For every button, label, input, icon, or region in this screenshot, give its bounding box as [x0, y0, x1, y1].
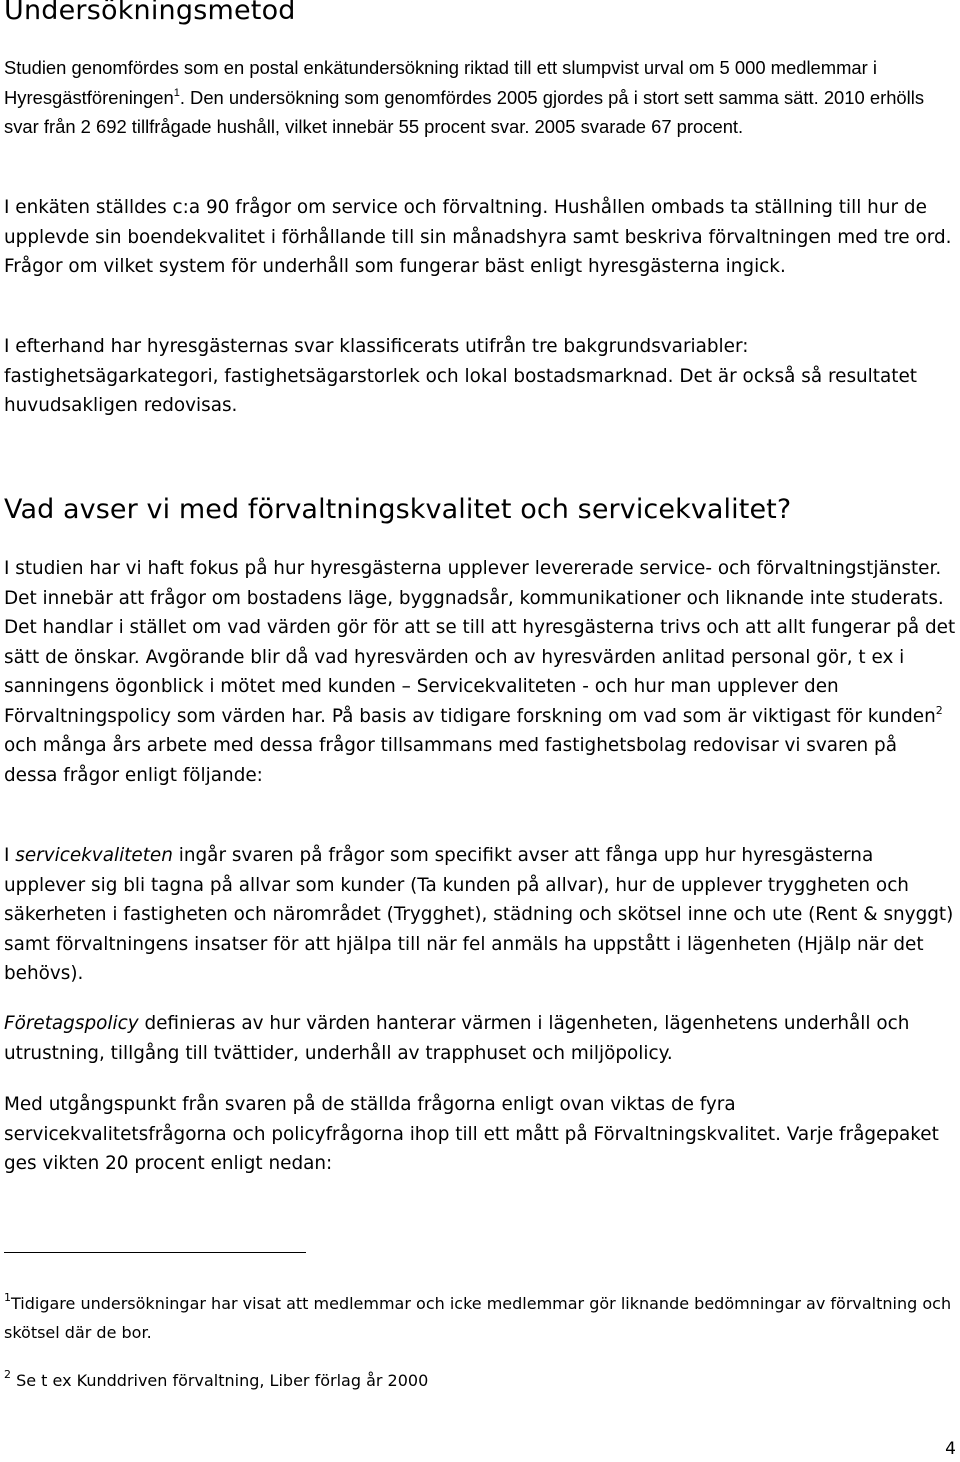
footnote-marker: 2 [4, 1368, 11, 1381]
footnote-1 [4, 1290, 956, 1347]
footnote-2 [4, 1367, 956, 1396]
paragraph-foretagspolicy [4, 1009, 956, 1068]
paragraph-weighting: Med utgångspunkt från svaren på de ställda frågorna enligt ovan viktas de fyra servicekvalitetsfrågorna och policyfrågorna ihop till ett mått på Förvaltningskvalitet. Varje frågepaket ges vikten 20 procent enligt nedan: [4, 1094, 939, 1174]
paragraph-quality-focus [4, 554, 956, 790]
section-heading-quality: Vad avser vi med förvaltningskvalitet och servicekvalitet? [4, 494, 792, 525]
term-servicekvaliteten: servicekvaliteten [15, 845, 173, 866]
paragraph-text: . Den undersökning som genomfördes 2005 gjordes på i stort sett samma sätt. 2010 erhölls svar från 2 692 tillfrågade hushåll, vilket innebär 55 procent svar. 2005 svarade 67 procent. [4, 86, 925, 137]
section-heading-method: Undersökningsmetod [4, 0, 296, 26]
footnote-reference-1[interactable]: 1 [173, 86, 180, 99]
footnote-reference-2[interactable]: 2 [935, 703, 943, 717]
paragraph-text: ingår svaren på frågor som specifikt avser att fånga upp hur hyresgästerna upplever sig bli tagna på allvar som kunder (Ta kunden på allvar), hur de upplever tryggheten och säkerheten i fastigheten och närområdet (Trygghet), städning och skötsel inne och ute (Rent & snyggt) samt förvaltningens insatser för att hjälpa till när fel anmäls ha uppstått i lägenheten (Hjälp när det behövs). [4, 845, 954, 984]
footnote-separator [4, 1252, 306, 1253]
paragraph-text: I [4, 845, 16, 866]
term-foretagspolicy: Företagspolicy [4, 1013, 139, 1034]
paragraph-classification: I efterhand har hyresgästernas svar klassificerats utifrån tre bakgrundsvariabler: fastighetsägarkategori, fastighetsägarstorlek och lokal bostadsmarknad. Det är också så resultatet huvudsakligen redovisas. [4, 336, 918, 416]
footnote-marker: 1 [4, 1291, 11, 1304]
footnote-text: Se t ex Kunddriven förvaltning, Liber förlag år 2000 [11, 1371, 429, 1390]
paragraph-method-intro [4, 53, 956, 142]
page-number: 4 [945, 1439, 956, 1459]
paragraph-survey-questions: I enkäten ställdes c:a 90 frågor om service och förvaltning. Hushållen ombads ta ställning till hur de upplevde sin boendekvalitet i förhållande till sin månadshyra samt beskriva förvaltningen med tre ord. Frågor om vilket system för underhåll som fungerar bäst enligt hyresgästerna ingick. [4, 197, 952, 277]
paragraph-text: definieras av hur värden hanterar värmen i lägenheten, lägenhetens underhåll och utrustning, tillgång till tvättider, underhåll av trapphuset och miljöpolicy. [4, 1013, 910, 1064]
paragraph-text: I studien har vi haft fokus på hur hyresgästerna upplever levererade service- och förvaltningstjänster. Det innebär att frågor om bostadens läge, byggnadsår, kommunikationer och liknande inte studerats. Det handlar i stället om vad värden gör för att se till att hyresgästerna trivs och att allt fungerar på det sätt de önskar. Avgörande blir då vad hyresvärden och av hyresvärden anlitad personal gör, t ex i sanningens ögonblick i mötet med kunden – Servicekvaliteten - och hur man upplever den Förvaltningspolicy som värden har. På basis av tidigare forskning om vad som är viktigast för kunden [4, 558, 956, 727]
paragraph-text: och många års arbete med dessa frågor tillsammans med fastighetsbolag redovisar vi svaren på dessa frågor enligt följande: [4, 735, 897, 786]
footnote-text: Tidigare undersökningar har visat att medlemmar och icke medlemmar gör liknande bedömningar av förvaltning och skötsel där de bor. [4, 1294, 952, 1342]
paragraph-servicekvalitet [4, 841, 956, 989]
paragraph-text: Studien genomfördes som en postal enkätundersökning riktad till ett slumpvist urval om 5 000 medlemmar i Hyresgästföreningen [4, 57, 877, 108]
